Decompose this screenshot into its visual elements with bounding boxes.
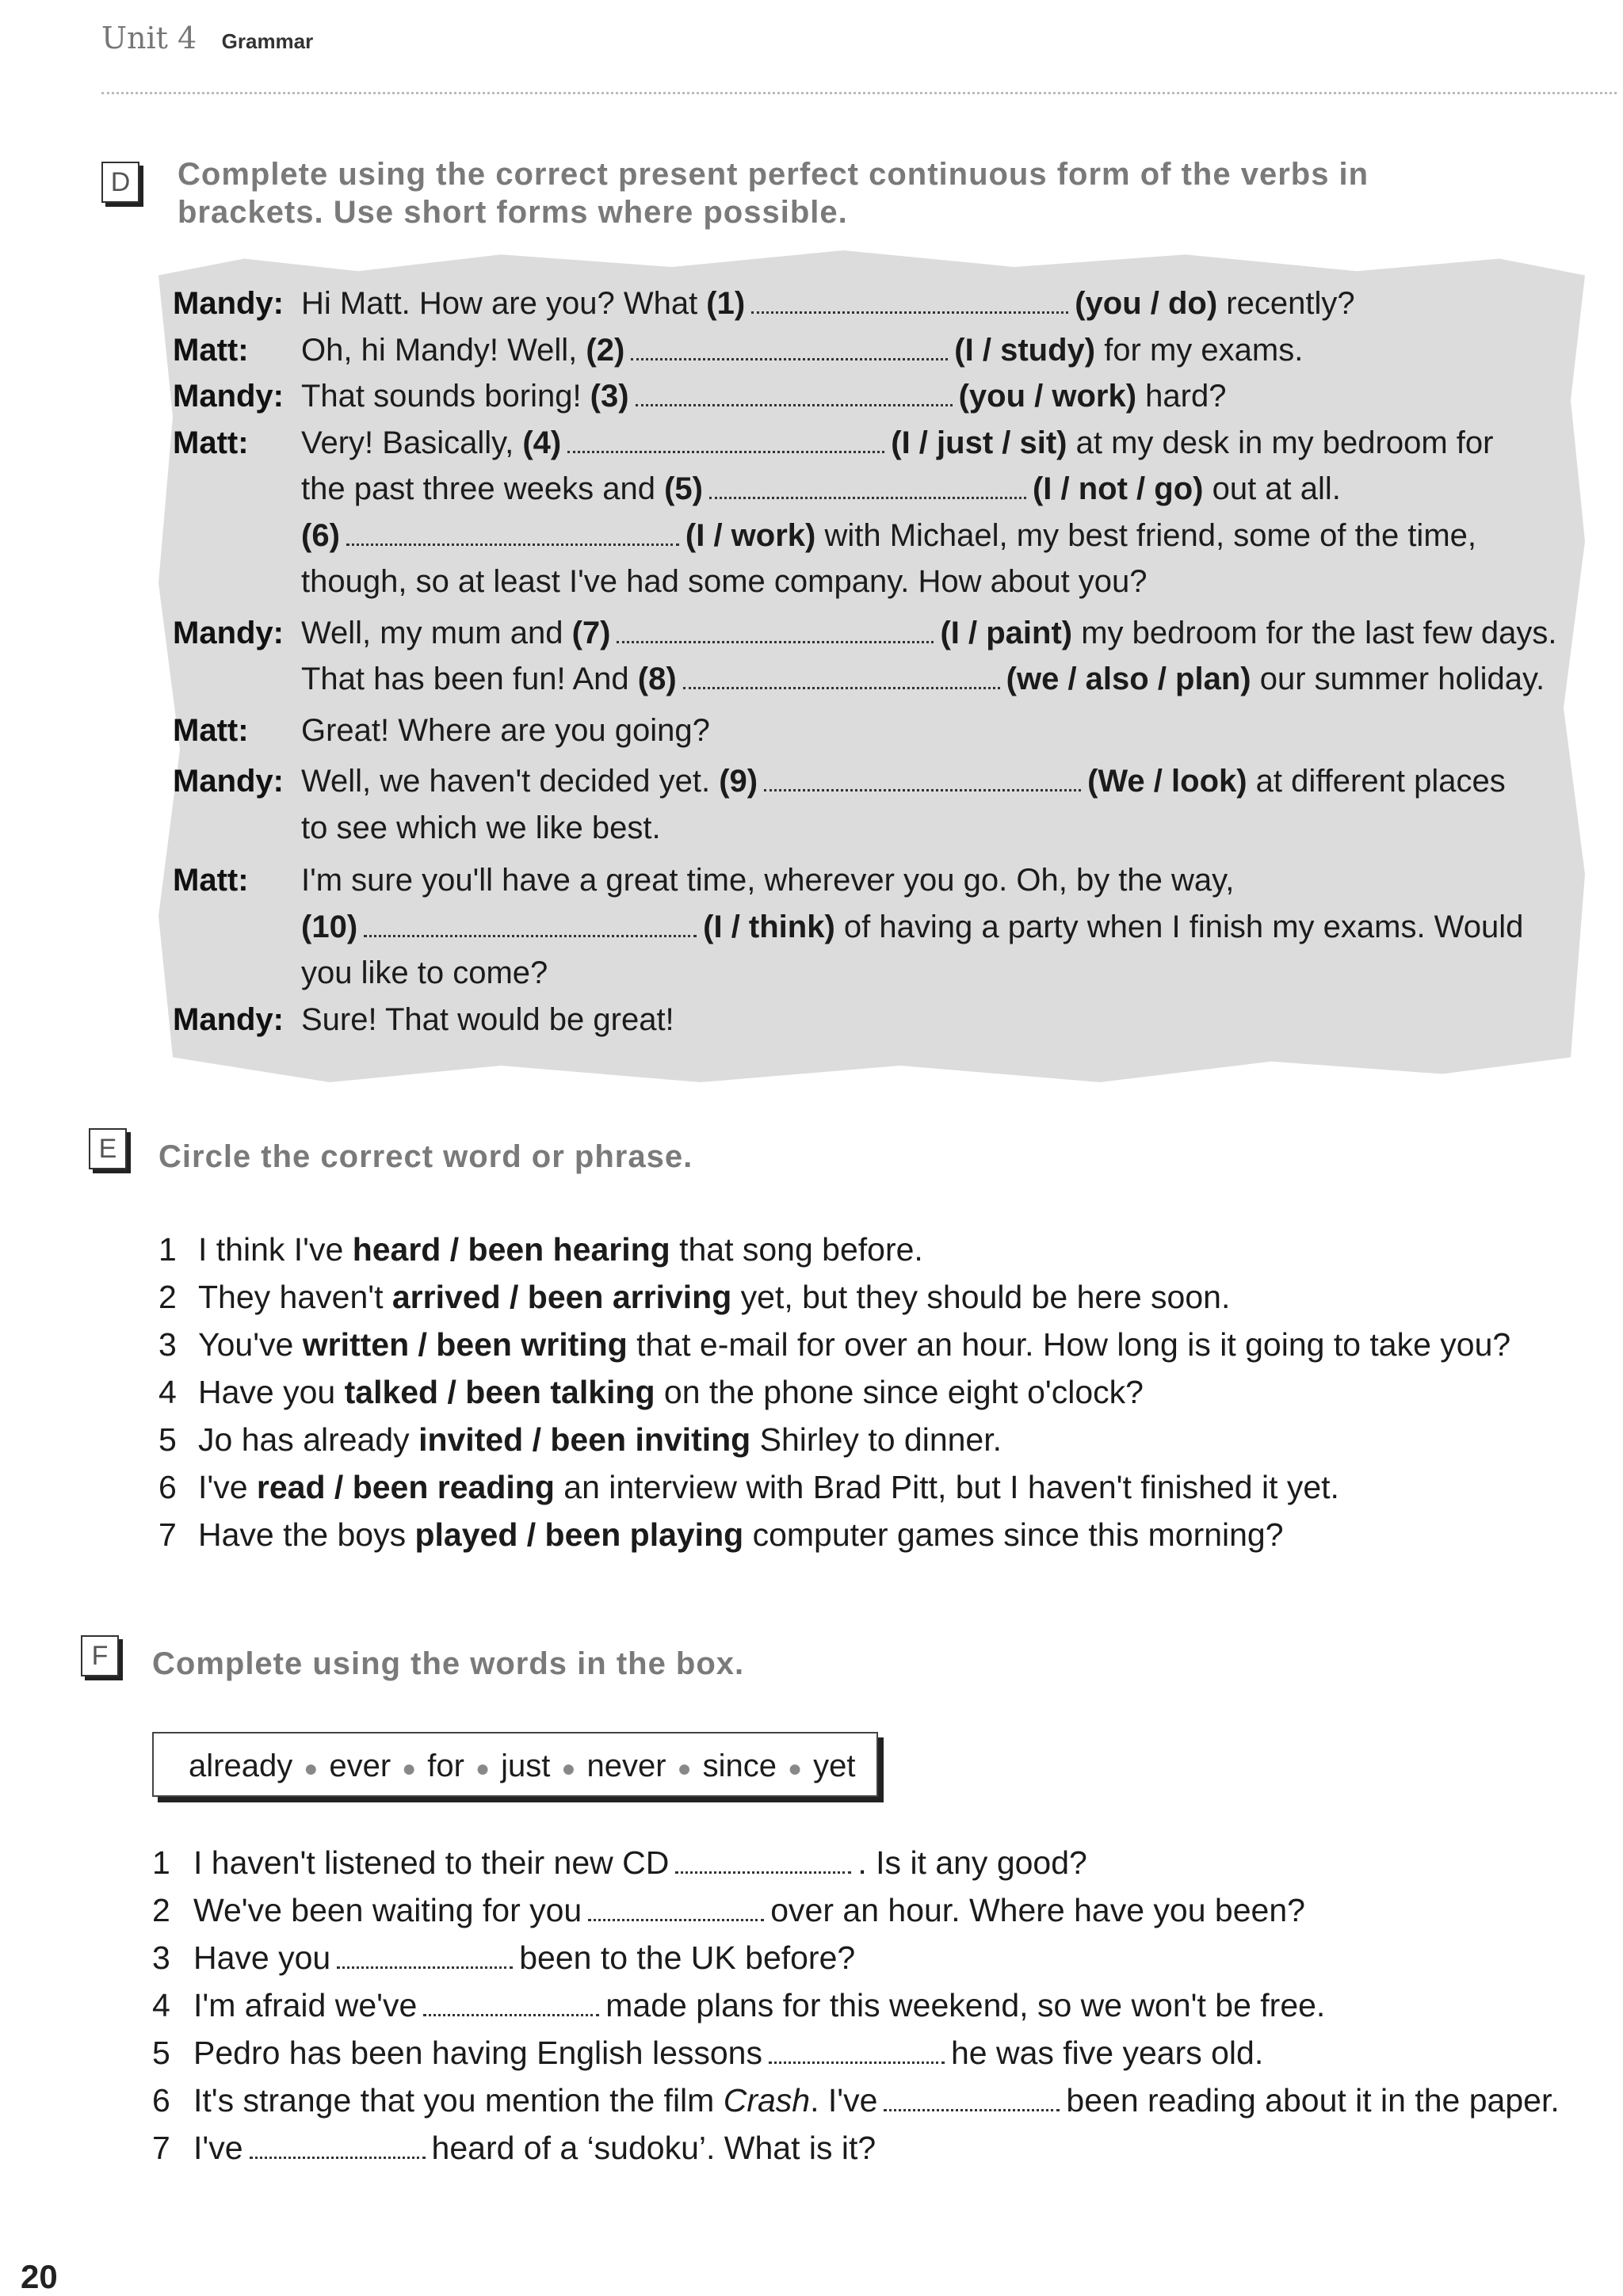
dialogue-line	[301, 466, 1341, 512]
speaker-name: Matt:	[173, 332, 249, 368]
gap-number: (7)	[571, 615, 611, 650]
answer-blank[interactable]	[631, 334, 948, 360]
item-number: 4	[158, 1374, 177, 1410]
box-word: already	[189, 1749, 293, 1783]
bullet-separator: ●	[304, 1756, 319, 1782]
dialogue-text: at different places	[1247, 764, 1506, 799]
speaker-name: Mandy:	[173, 286, 284, 321]
item-text: computer games since this morning?	[743, 1516, 1284, 1553]
choice-options[interactable]: heard / been hearing	[352, 1231, 670, 1268]
exercise-e-item	[198, 1322, 1510, 1367]
answer-blank[interactable]	[364, 911, 697, 937]
exercise-e-item	[198, 1226, 923, 1272]
gap-number: (3)	[590, 379, 629, 414]
speaker-name: Matt:	[173, 712, 249, 748]
item-number: 1	[152, 1844, 170, 1881]
verb-cue: (you / work)	[958, 379, 1137, 414]
verb-cue: (I / think)	[703, 909, 835, 944]
dialogue-line	[301, 656, 1545, 702]
choice-options[interactable]: arrived / been arriving	[391, 1279, 732, 1315]
item-text: I've	[198, 1469, 257, 1505]
item-text: They haven't	[198, 1279, 392, 1315]
item-text: It's strange that you mention the film	[193, 2082, 724, 2119]
item-text: Shirley to dinner.	[750, 1421, 1002, 1458]
item-text: heard of a ‘sudoku’. What is it?	[431, 2130, 876, 2166]
gap-number: (2)	[586, 332, 625, 368]
item-number: 7	[158, 1516, 177, 1553]
answer-blank[interactable]	[588, 1895, 764, 1921]
dialogue-line	[301, 950, 548, 996]
dialogue-line	[301, 559, 1148, 605]
dialogue-text: Very! Basically,	[301, 425, 523, 460]
choice-options[interactable]: talked / been talking	[344, 1374, 655, 1410]
dialogue-text: out at all.	[1203, 471, 1341, 506]
verb-cue: (we / also / plan)	[1006, 662, 1251, 696]
dialogue-line	[301, 610, 1556, 656]
speaker-name: Matt:	[173, 425, 249, 460]
dialogue-text: you like to come?	[301, 955, 548, 990]
exercise-d-title-line2: brackets. Use short forms where possible.	[178, 195, 848, 230]
verb-cue: (I / not / go)	[1032, 471, 1204, 506]
item-text: I'm afraid we've	[193, 1987, 418, 2023]
exercise-e-item	[198, 1369, 1144, 1415]
answer-blank[interactable]	[250, 2133, 426, 2159]
item-text: . Is it any good?	[857, 1844, 1087, 1881]
exercise-e-title: Circle the correct word or phrase.	[158, 1139, 693, 1174]
exercise-e-item	[198, 1512, 1284, 1558]
gap-number: (5)	[664, 471, 703, 506]
item-text: Have the boys	[198, 1516, 415, 1553]
item-number: 4	[152, 1987, 170, 2023]
dialogue-text: at my desk in my bedroom for	[1067, 425, 1494, 460]
item-text: that song before.	[670, 1231, 923, 1268]
dialogue-text: our summer holiday.	[1251, 662, 1545, 696]
verb-cue: (We / look)	[1087, 764, 1247, 799]
choice-options[interactable]: played / been playing	[414, 1516, 744, 1553]
item-text: he was five years old.	[950, 2035, 1264, 2071]
dialogue-text: Well, we haven't decided yet.	[301, 764, 720, 799]
item-text: Have you	[193, 1939, 331, 1976]
item-text: that e-mail for over an hour. How long is it going to take you?	[627, 1326, 1511, 1363]
speaker-name: Mandy:	[173, 1001, 284, 1037]
dialogue-text: hard?	[1136, 379, 1227, 414]
dialogue-text: That sounds boring!	[301, 379, 590, 414]
item-text: I think I've	[198, 1231, 353, 1268]
dialogue-line	[301, 904, 1523, 950]
dialogue-text: Sure! That would be great!	[301, 1001, 674, 1037]
dialogue-line	[301, 997, 674, 1043]
dialogue-line	[301, 758, 1506, 804]
item-number: 1	[158, 1231, 177, 1268]
item-text: been to the UK before?	[519, 1939, 856, 1976]
dialogue-text: recently?	[1217, 286, 1355, 321]
exercise-f-letter: F	[81, 1635, 119, 1676]
item-text: an interview with Brad Pitt, but I haven't finished it yet.	[554, 1469, 1339, 1505]
answer-blank[interactable]	[617, 617, 934, 643]
item-text: Pedro has been having English lessons	[193, 2035, 762, 2071]
exercise-f-item	[193, 1982, 1325, 2028]
bullet-separator: ●	[402, 1756, 417, 1782]
dialogue-text: for my exams.	[1095, 332, 1304, 368]
exercise-d-title-line1: Complete using the correct present perfect continuous form of the verbs in	[178, 157, 1369, 192]
dialogue-text: That has been fun! And	[301, 662, 638, 696]
dialogue-text: though, so at least I've had some company. How about you?	[301, 564, 1148, 599]
item-number: 6	[158, 1469, 177, 1505]
box-word: ever	[329, 1749, 391, 1783]
answer-blank[interactable]	[337, 1943, 513, 1969]
verb-cue: (you / do)	[1075, 286, 1218, 321]
answer-blank[interactable]	[709, 473, 1026, 499]
box-word: just	[501, 1749, 551, 1783]
gap-number: (4)	[522, 425, 562, 460]
dialogue-line	[301, 805, 661, 851]
item-number: 6	[152, 2082, 170, 2119]
dialogue-line	[301, 857, 1234, 903]
item-text: made plans for this weekend, so we won't be free.	[605, 1987, 1326, 2023]
item-text: I've	[193, 2130, 243, 2166]
box-word: for	[427, 1749, 464, 1783]
dialogue-line	[301, 373, 1226, 419]
word-box	[152, 1732, 878, 1797]
gap-number: (1)	[706, 286, 746, 321]
dialogue-text: Oh, hi Mandy! Well,	[301, 332, 586, 368]
exercise-e-item	[198, 1464, 1339, 1510]
header-divider	[101, 92, 1617, 94]
speaker-name: Mandy:	[173, 379, 284, 414]
box-word: yet	[813, 1749, 856, 1783]
dialogue-text: to see which we like best.	[301, 810, 661, 845]
item-text: Have you	[198, 1374, 345, 1410]
dialogue-text: with Michael, my best friend, some of the time,	[815, 517, 1476, 553]
verb-cue: (I / just / sit)	[891, 425, 1067, 460]
speaker-name: Mandy:	[173, 615, 284, 650]
verb-cue: (I / study)	[954, 332, 1096, 368]
dialogue-text: of having a party when I finish my exams. Would	[834, 909, 1524, 944]
answer-blank[interactable]	[884, 2085, 1060, 2111]
answer-blank[interactable]	[567, 427, 884, 453]
exercise-d-letter: D	[101, 162, 139, 203]
film-title: Crash	[723, 2082, 811, 2119]
item-number: 5	[152, 2035, 170, 2071]
unit-label: Unit 4	[101, 21, 197, 55]
gap-number: (10)	[301, 909, 358, 944]
dialogue-line	[301, 420, 1493, 466]
gap-number: (6)	[301, 517, 340, 553]
answer-blank[interactable]	[636, 380, 953, 406]
speaker-name: Mandy:	[173, 764, 284, 799]
answer-blank[interactable]	[764, 765, 1081, 791]
item-number: 5	[158, 1421, 177, 1458]
answer-blank[interactable]	[769, 2038, 945, 2064]
gap-number: (8)	[637, 662, 677, 696]
verb-cue: (I / paint)	[940, 615, 1073, 650]
item-text: on the phone since eight o'clock?	[655, 1374, 1144, 1410]
dialogue-text: my bedroom for the last few days.	[1072, 615, 1557, 650]
item-number: 3	[158, 1326, 177, 1363]
answer-blank[interactable]	[751, 288, 1068, 314]
item-number: 2	[152, 1892, 170, 1928]
exercise-f-item	[193, 2125, 876, 2171]
exercise-f-title: Complete using the words in the box.	[152, 1646, 745, 1681]
item-text: over an hour. Where have you been?	[770, 1892, 1305, 1928]
exercise-f-item	[193, 2030, 1263, 2076]
bullet-separator: ●	[475, 1756, 491, 1782]
dialogue-text: the past three weeks and	[301, 471, 665, 506]
bullet-separator: ●	[788, 1756, 803, 1782]
box-word: since	[702, 1749, 777, 1783]
speaker-name: Matt:	[173, 863, 249, 898]
exercise-e-letter: E	[89, 1128, 127, 1169]
dialogue-line	[301, 280, 1355, 326]
dialogue-text: Hi Matt. How are you? What	[301, 286, 707, 321]
dialogue-line	[301, 707, 710, 753]
choice-options[interactable]: read / been reading	[256, 1469, 555, 1505]
gap-number: (9)	[719, 764, 758, 799]
exercise-f-item	[193, 1887, 1305, 1933]
item-number: 7	[152, 2130, 170, 2166]
exercise-e-item	[198, 1274, 1230, 1320]
item-text: I haven't listened to their new CD	[193, 1844, 670, 1881]
bullet-separator: ●	[561, 1756, 576, 1782]
item-text: Jo has already	[198, 1421, 419, 1458]
dialogue-text: I'm sure you'll have a great time, wherever you go. Oh, by the way,	[301, 863, 1235, 898]
verb-cue: (I / work)	[685, 517, 816, 553]
dialogue-text: Great! Where are you going?	[301, 712, 710, 748]
item-text: . I've	[810, 2082, 878, 2119]
bullet-separator: ●	[677, 1756, 692, 1782]
item-text: yet, but they should be here soon.	[731, 1279, 1231, 1315]
box-word: never	[586, 1749, 666, 1783]
exercise-e-item	[198, 1417, 1002, 1463]
dialogue-line	[301, 513, 1476, 559]
item-text: You've	[198, 1326, 303, 1363]
choice-options[interactable]: invited / been inviting	[418, 1421, 751, 1458]
answer-blank[interactable]	[675, 1848, 851, 1874]
section-label: Grammar	[221, 29, 314, 53]
page-number: 20	[21, 2258, 58, 2295]
answer-blank[interactable]	[346, 520, 679, 546]
exercise-f-item	[193, 1840, 1087, 1886]
page-header	[101, 21, 313, 55]
item-text: We've been waiting for you	[193, 1892, 582, 1928]
item-number: 3	[152, 1939, 170, 1976]
dialogue-line	[301, 327, 1303, 373]
choice-options[interactable]: written / been writing	[302, 1326, 628, 1363]
item-number: 2	[158, 1279, 177, 1315]
answer-blank[interactable]	[683, 663, 1000, 689]
answer-blank[interactable]	[423, 1990, 599, 2016]
dialogue-text: Well, my mum and	[301, 615, 572, 650]
exercise-f-item	[193, 1935, 855, 1981]
exercise-f-item	[193, 2077, 1560, 2123]
item-text: been reading about it in the paper.	[1066, 2082, 1560, 2119]
